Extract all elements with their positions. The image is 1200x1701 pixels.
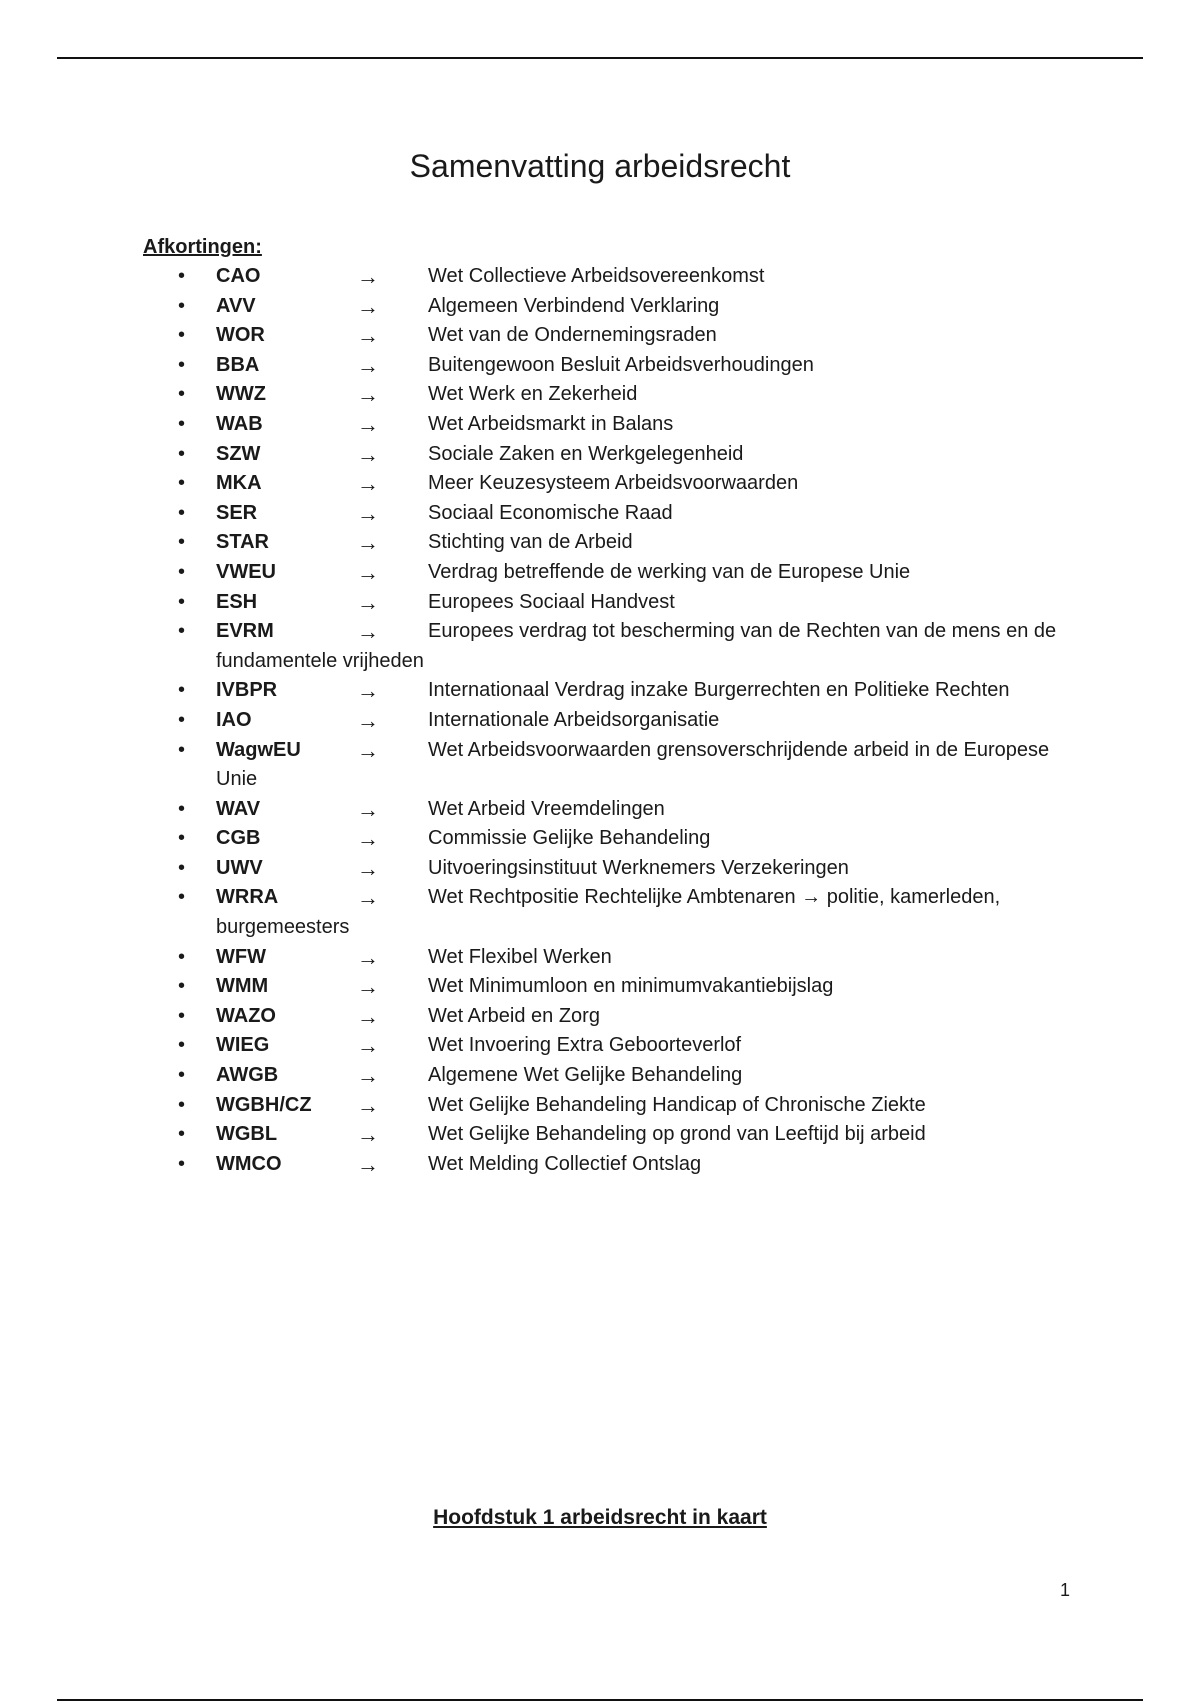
abbreviation-code: WagwEU: [216, 738, 301, 761]
abbreviation-code: VWEU: [216, 560, 276, 583]
abbreviation-item: [0, 943, 1200, 973]
abbreviation-item: [0, 351, 1200, 381]
arrow-right-icon: →: [357, 471, 379, 497]
arrow-right-icon: →: [357, 855, 379, 881]
abbreviation-meaning: Wet Invoering Extra Geboorteverlof: [428, 1034, 742, 1057]
abbreviation-meaning: Wet Gelijke Behandeling op grond van Leeftijd bij arbeid: [428, 1123, 926, 1146]
arrow-right-icon: →: [357, 678, 379, 704]
abbreviation-meaning: Wet Rechtpositie Rechtelijke Ambtenaren → politie, kamerleden, burgemeesters: [216, 886, 1001, 939]
bullet-icon: •: [178, 1004, 186, 1027]
abbreviation-code: WGBH/CZ: [216, 1093, 312, 1116]
abbreviation-item: [0, 736, 1200, 795]
abbreviation-code: WFW: [216, 945, 266, 968]
arrow-right-icon: →: [357, 1122, 379, 1148]
abbreviation-item: [0, 528, 1200, 558]
abbreviation-meaning: Internationale Arbeidsorganisatie: [428, 708, 720, 731]
bullet-icon: •: [178, 1064, 186, 1087]
abbreviation-code: AVV: [216, 294, 256, 317]
arrow-right-icon: →: [357, 382, 379, 408]
abbreviation-item: [0, 617, 1200, 676]
arrow-right-icon: →: [357, 826, 379, 852]
arrow-right-icon: →: [357, 974, 379, 1000]
abbreviation-meaning: Stichting van de Arbeid: [428, 531, 633, 554]
abbreviation-item: [0, 972, 1200, 1002]
arrow-right-icon: →: [357, 885, 379, 911]
abbreviation-code: WOR: [216, 324, 265, 347]
arrow-right-icon: →: [357, 1063, 379, 1089]
abbreviation-meaning: Europees verdrag tot bescherming van de Rechten van de mens en de fundamentele vrijheden: [216, 620, 1057, 672]
bullet-icon: •: [178, 442, 186, 465]
abbreviation-meaning: Wet Minimumloon en minimumvakantiebijslag: [428, 975, 834, 998]
abbreviation-meaning: Europees Sociaal Handvest: [428, 590, 675, 613]
abbreviation-code: WRRA: [216, 886, 279, 909]
abbreviation-code: WWZ: [216, 383, 266, 406]
abbreviation-meaning: Wet Werk en Zekerheid: [428, 383, 638, 406]
abbreviation-item: [0, 1091, 1200, 1121]
arrow-right-icon: →: [357, 619, 379, 645]
abbreviation-code: EVRM: [216, 620, 274, 643]
bullet-icon: •: [178, 590, 186, 613]
arrow-right-icon: →: [357, 530, 379, 556]
abbreviation-code: SER: [216, 501, 258, 524]
arrow-right-icon: →: [357, 707, 379, 733]
page-number: 1: [1059, 1580, 1070, 1600]
abbreviation-item: [0, 588, 1200, 618]
abbreviation-meaning: Wet Melding Collectief Ontslag: [428, 1152, 702, 1175]
bullet-icon: •: [178, 827, 186, 850]
abbreviation-code: AWGB: [216, 1064, 279, 1087]
arrow-right-icon: →: [357, 500, 379, 526]
arrow-right-icon: →: [357, 352, 379, 378]
bullet-icon: •: [178, 265, 186, 287]
arrow-right-icon: →: [357, 944, 379, 970]
abbreviation-item: [0, 558, 1200, 588]
bullet-icon: •: [178, 1093, 186, 1116]
abbreviation-item: [0, 854, 1200, 884]
bullet-icon: •: [178, 886, 186, 909]
abbreviation-item: [0, 499, 1200, 529]
abbreviation-item: [0, 292, 1200, 322]
abbreviation-meaning: Sociale Zaken en Werkgelegenheid: [428, 442, 744, 465]
bullet-icon: •: [178, 738, 186, 761]
abbreviation-item: [0, 795, 1200, 825]
abbreviation-meaning: Buitengewoon Besluit Arbeidsverhoudingen: [428, 353, 814, 376]
abbreviation-item: [0, 1150, 1200, 1180]
bullet-icon: •: [178, 679, 186, 702]
arrow-right-icon: →: [357, 1033, 379, 1059]
bullet-icon: •: [178, 1123, 186, 1146]
abbreviation-code: CGB: [216, 827, 261, 850]
bullet-icon: •: [178, 797, 186, 820]
abbreviation-item: [0, 380, 1200, 410]
abbreviation-item: [0, 1120, 1200, 1150]
abbreviation-item: [0, 321, 1200, 351]
abbreviation-item: [0, 469, 1200, 499]
abbreviation-code: SZW: [216, 442, 261, 465]
header-rule: [57, 57, 1143, 59]
arrow-right-icon: →: [357, 1003, 379, 1029]
arrow-right-icon: →: [357, 293, 379, 319]
abbreviation-item: [0, 1002, 1200, 1032]
document-title: Samenvatting arbeidsrecht: [409, 148, 791, 184]
abbreviation-item: [0, 883, 1200, 942]
abbreviation-item: [0, 1061, 1200, 1091]
bullet-icon: •: [178, 1152, 186, 1175]
abbreviation-meaning: Algemeen Verbindend Verklaring: [428, 294, 720, 317]
bullet-icon: •: [178, 856, 186, 879]
arrow-right-icon: →: [357, 559, 379, 585]
abbreviation-meaning: Wet Arbeid Vreemdelingen: [428, 797, 665, 820]
abbreviation-item: [0, 676, 1200, 706]
bullet-icon: •: [178, 324, 186, 347]
arrow-right-icon: →: [357, 323, 379, 349]
abbreviation-meaning: Meer Keuzesysteem Arbeidsvoorwaarden: [428, 472, 799, 495]
abbreviation-item: [0, 410, 1200, 440]
arrow-right-icon: →: [357, 411, 379, 437]
arrow-right-icon: →: [357, 737, 379, 763]
abbreviations-list: [0, 262, 1200, 1179]
arrow-right-icon: →: [357, 1151, 379, 1177]
abbreviation-item: [0, 824, 1200, 854]
abbreviation-item: [0, 706, 1200, 736]
abbreviation-code: WMCO: [216, 1152, 282, 1175]
abbreviation-meaning: Wet Gelijke Behandeling Handicap of Chronische Ziekte: [428, 1093, 926, 1116]
abbreviation-meaning: Internationaal Verdrag inzake Burgerrechten en Politieke Rechten: [428, 679, 1010, 702]
abbreviation-meaning: Wet Arbeid en Zorg: [428, 1004, 600, 1027]
chapter-heading: Hoofdstuk 1 arbeidsrecht in kaart: [433, 1506, 767, 1529]
bullet-icon: •: [178, 560, 186, 583]
abbreviation-meaning: Wet Arbeidsvoorwaarden grensoverschrijdende arbeid in de Europese Unie: [216, 738, 1050, 791]
abbreviation-code: WMM: [216, 975, 269, 998]
abbreviation-code: STAR: [216, 531, 269, 554]
abbreviation-code: WIEG: [216, 1034, 270, 1057]
abbreviation-code: IVBPR: [216, 679, 278, 702]
abbreviation-meaning: Wet van de Ondernemingsraden: [428, 324, 717, 347]
abbreviation-meaning: Verdrag betreffende de werking van de Europese Unie: [428, 560, 911, 583]
abbreviations-heading: Afkortingen:: [143, 236, 262, 258]
bullet-icon: •: [178, 412, 186, 435]
bullet-icon: •: [178, 708, 186, 731]
abbreviation-meaning: Commissie Gelijke Behandeling: [428, 827, 711, 850]
bullet-icon: •: [178, 383, 186, 406]
abbreviation-code: BBA: [216, 353, 260, 376]
arrow-right-icon: →: [357, 1092, 379, 1118]
abbreviation-meaning: Wet Arbeidsmarkt in Balans: [428, 412, 674, 435]
abbreviation-code: MKA: [216, 472, 262, 495]
abbreviation-code: WAB: [216, 412, 263, 435]
abbreviation-meaning: Sociaal Economische Raad: [428, 501, 673, 524]
abbreviation-meaning: Wet Collectieve Arbeidsovereenkomst: [428, 265, 765, 287]
bullet-icon: •: [178, 975, 186, 998]
abbreviation-code: WAV: [216, 797, 261, 820]
abbreviation-code: UWV: [216, 856, 263, 879]
abbreviation-item: [0, 1031, 1200, 1061]
arrow-right-icon: →: [357, 796, 379, 822]
bullet-icon: •: [178, 531, 186, 554]
bullet-icon: •: [178, 294, 186, 317]
bullet-icon: •: [178, 945, 186, 968]
bullet-icon: •: [178, 353, 186, 376]
abbreviation-code: IAO: [216, 708, 252, 731]
arrow-right-icon: →: [357, 441, 379, 467]
abbreviation-code: ESH: [216, 590, 258, 613]
bullet-icon: •: [178, 501, 186, 524]
abbreviation-code: CAO: [216, 265, 261, 287]
arrow-right-icon: →: [357, 264, 379, 289]
bullet-icon: •: [178, 620, 186, 643]
abbreviation-meaning: Algemene Wet Gelijke Behandeling: [428, 1064, 743, 1087]
abbreviation-item: [0, 262, 1200, 292]
bullet-icon: •: [178, 1034, 186, 1057]
abbreviation-code: WGBL: [216, 1123, 278, 1146]
abbreviation-code: WAZO: [216, 1004, 276, 1027]
arrow-right-icon: →: [357, 589, 379, 615]
bullet-icon: •: [178, 472, 186, 495]
abbreviation-item: [0, 440, 1200, 470]
abbreviation-meaning: Wet Flexibel Werken: [428, 945, 612, 968]
abbreviation-meaning: Uitvoeringsinstituut Werknemers Verzekeringen: [428, 856, 849, 879]
